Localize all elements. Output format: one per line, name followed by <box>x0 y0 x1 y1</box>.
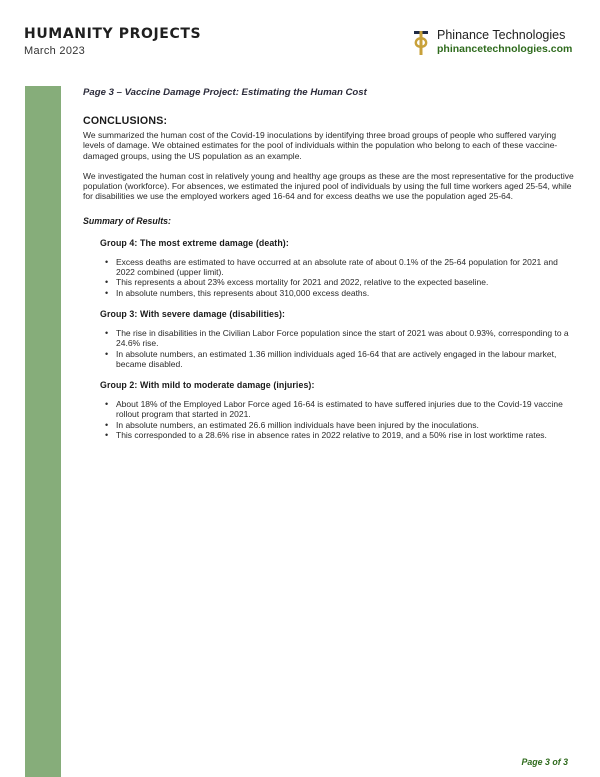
results-group <box>83 380 578 440</box>
phi-logo-icon <box>410 28 432 56</box>
page-number: Page 3 of 3 <box>521 757 568 767</box>
list-item: • In absolute numbers, this represents about 310,000 excess deaths. <box>116 288 578 298</box>
document-header <box>24 26 201 57</box>
results-group <box>83 238 578 298</box>
bullet-list <box>100 328 578 369</box>
paragraph: We summarized the human cost of the Covid-19 inoculations by identifying three broad groups of people who suffered varying levels of damage. We obtained estimates for the pool of individuals within the population who belong to each of these vaccine-damaged groups, using the US population as an example. <box>83 130 558 161</box>
paragraph: We investigated the human cost in relatively young and healthy age groups as these are the most representative for the productive population (workforce). For absences, we estimated the injured pool of individuals by using the full time workers aged 25-54, while for disabilities we use the employed workers aged 16-64 and for excess deaths we use the population aged 25-64. <box>83 170 574 202</box>
list-item: • In absolute numbers, an estimated 1.36 million individuals aged 16-64 that are actively engaged in the labour market, became disabled. <box>116 349 578 370</box>
list-item: • Excess deaths are estimated to have occurred at an absolute rate of about 0.1% of the 25-64 population for 2021 and 2022 combined (upper limit). <box>116 257 578 278</box>
document-title: HUMANITY PROJECTS <box>24 26 202 42</box>
results-group <box>83 309 578 369</box>
list-item: • This corresponded to a 28.6% rise in absence rates in 2022 relative to 2019, and a 50% rise in lost worktime rates. <box>116 430 578 440</box>
conclusions-heading: CONCLUSIONS: <box>83 115 168 127</box>
brand-url: phinancetechnologies.com <box>437 43 573 55</box>
list-item: • In absolute numbers, an estimated 26.6 million individuals have been injured by the inoculations. <box>116 420 578 430</box>
list-item: • This represents a about 23% excess mortality for 2021 and 2022, relative to the expected baseline. <box>116 277 578 287</box>
bullet-list <box>100 399 578 440</box>
group-title: Group 3: With severe damage (disabilities): <box>100 308 286 319</box>
document-date: March 2023 <box>24 45 86 57</box>
summary-heading: Summary of Results: <box>83 215 171 226</box>
page-content <box>83 87 578 451</box>
bullet-list <box>100 257 578 298</box>
brand-block <box>410 28 572 56</box>
page-heading: Page 3 – Vaccine Damage Project: Estimating the Human Cost <box>83 87 367 98</box>
group-title: Group 4: The most extreme damage (death): <box>100 237 289 248</box>
group-title: Group 2: With mild to moderate damage (injuries): <box>100 380 315 391</box>
list-item: • About 18% of the Employed Labor Force aged 16-64 is estimated to have suffered injuries due to the Covid-19 vaccine rollout program that started in 2021. <box>116 399 578 420</box>
list-item: • The rise in disabilities in the Civilian Labor Force population since the start of 2021 was about 0.93%, corresponding to a 24.6% rise. <box>116 328 578 349</box>
brand-name: Phinance Technologies <box>437 28 566 42</box>
decorative-sidebar-bar <box>25 86 61 777</box>
